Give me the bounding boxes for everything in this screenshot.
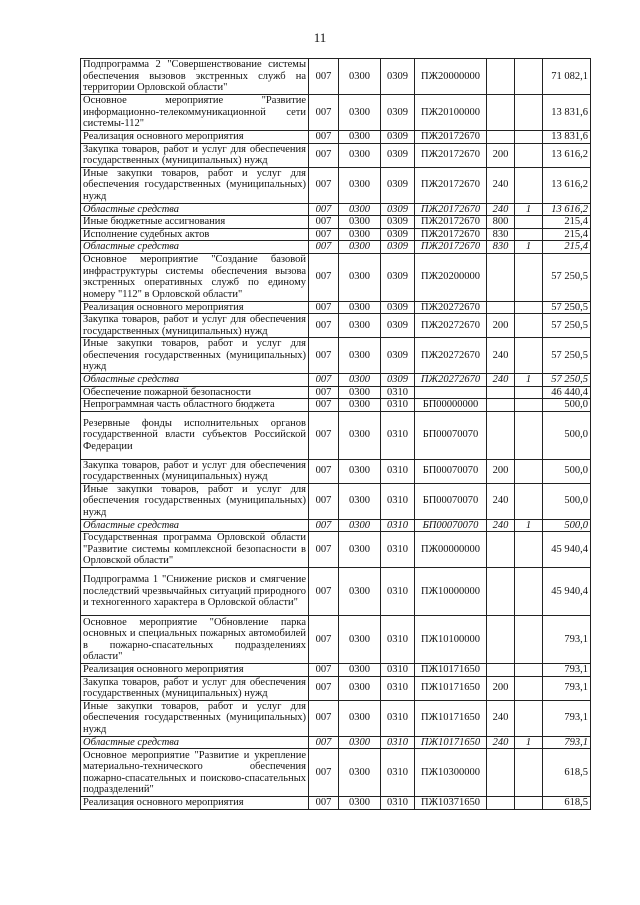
subsection-code: 0309 (381, 203, 415, 216)
expense-type-code (487, 749, 515, 797)
funding-source-code: 1 (515, 519, 543, 532)
section-code: 0300 (339, 228, 381, 241)
amount: 500,0 (543, 519, 591, 532)
table-row (81, 203, 591, 216)
amount: 500,0 (543, 483, 591, 519)
amount: 618,5 (543, 749, 591, 797)
target-article-code: ПЖ10100000 (415, 616, 487, 664)
section-code: 0300 (339, 386, 381, 399)
funding-source-code (515, 700, 543, 736)
expense-type-code (487, 532, 515, 568)
ministry-code: 007 (309, 203, 339, 216)
row-name: Реализация основного мероприятия (81, 797, 309, 810)
section-code: 0300 (339, 749, 381, 797)
amount: 71 082,1 (543, 59, 591, 95)
section-code: 0300 (339, 459, 381, 483)
section-code: 0300 (339, 314, 381, 338)
ministry-code: 007 (309, 241, 339, 254)
amount: 500,0 (543, 411, 591, 459)
subsection-code: 0309 (381, 253, 415, 301)
row-name: Основное мероприятие "Развитие информационно-телекоммуникационной сети системы-112" (81, 95, 309, 131)
subsection-code: 0309 (381, 228, 415, 241)
amount: 13 616,2 (543, 143, 591, 167)
table-row (81, 167, 591, 203)
target-article-code: ПЖ10171650 (415, 664, 487, 677)
subsection-code: 0310 (381, 664, 415, 677)
funding-source-code: 1 (515, 736, 543, 749)
row-name: Основное мероприятие "Обновление парка основных и специальных пожарных автомобилей в пожарно-спасательных подразделениях области" (81, 616, 309, 664)
row-name: Резервные фонды исполнительных органов государственной власти субъектов Российской Федерации (81, 411, 309, 459)
row-name: Иные бюджетные ассигнования (81, 216, 309, 229)
subsection-code: 0310 (381, 700, 415, 736)
amount: 215,4 (543, 228, 591, 241)
subsection-code: 0309 (381, 59, 415, 95)
target-article-code: ПЖ20172670 (415, 241, 487, 254)
subsection-code: 0310 (381, 459, 415, 483)
row-name: Иные закупки товаров, работ и услуг для обеспечения государственных (муниципальных) нужд (81, 338, 309, 374)
target-article-code: ПЖ20272670 (415, 301, 487, 314)
row-name: Реализация основного мероприятия (81, 131, 309, 144)
expense-type-code (487, 59, 515, 95)
subsection-code: 0309 (381, 301, 415, 314)
funding-source-code: 1 (515, 241, 543, 254)
expense-type-code (487, 131, 515, 144)
subsection-code: 0309 (381, 216, 415, 229)
expense-type-code: 240 (487, 700, 515, 736)
expense-type-code: 200 (487, 143, 515, 167)
ministry-code: 007 (309, 95, 339, 131)
amount: 45 940,4 (543, 568, 591, 616)
funding-source-code (515, 797, 543, 810)
table-row (81, 616, 591, 664)
subsection-code: 0310 (381, 399, 415, 412)
funding-source-code (515, 676, 543, 700)
target-article-code: ПЖ10371650 (415, 797, 487, 810)
ministry-code: 007 (309, 301, 339, 314)
row-name: Областные средства (81, 374, 309, 387)
row-name: Областные средства (81, 203, 309, 216)
ministry-code: 007 (309, 676, 339, 700)
funding-source-code (515, 749, 543, 797)
funding-source-code (515, 301, 543, 314)
row-name: Областные средства (81, 241, 309, 254)
target-article-code: ПЖ20272670 (415, 314, 487, 338)
funding-source-code (515, 59, 543, 95)
row-name: Подпрограмма 1 "Снижение рисков и смягчение последствий чрезвычайных ситуаций природного и техногенного характера в Орловской области" (81, 568, 309, 616)
section-code: 0300 (339, 143, 381, 167)
subsection-code: 0310 (381, 736, 415, 749)
section-code: 0300 (339, 483, 381, 519)
subsection-code: 0310 (381, 568, 415, 616)
table-row (81, 95, 591, 131)
amount: 13 616,2 (543, 167, 591, 203)
row-name: Закупка товаров, работ и услуг для обеспечения государственных (муниципальных) нужд (81, 676, 309, 700)
amount: 793,1 (543, 700, 591, 736)
row-name: Реализация основного мероприятия (81, 664, 309, 677)
subsection-code: 0310 (381, 616, 415, 664)
ministry-code: 007 (309, 253, 339, 301)
amount: 57 250,5 (543, 338, 591, 374)
table-row (81, 399, 591, 412)
row-name: Реализация основного мероприятия (81, 301, 309, 314)
ministry-code: 007 (309, 616, 339, 664)
ministry-code: 007 (309, 143, 339, 167)
section-code: 0300 (339, 676, 381, 700)
funding-source-code (515, 411, 543, 459)
table-row (81, 59, 591, 95)
row-name: Основное мероприятие "Развитие и укрепление материально-технического обеспечения пожарно-спасательных и поисково-спасательных подразделений" (81, 749, 309, 797)
ministry-code: 007 (309, 386, 339, 399)
subsection-code: 0309 (381, 338, 415, 374)
page-number: 11 (313, 30, 327, 45)
subsection-code: 0310 (381, 532, 415, 568)
row-name: Подпрограмма 2 "Совершенствование системы обеспечения вызовов экстренных служб на территории Орловской области" (81, 59, 309, 95)
ministry-code: 007 (309, 167, 339, 203)
table-row (81, 676, 591, 700)
table-row (81, 700, 591, 736)
funding-source-code (515, 664, 543, 677)
amount: 57 250,5 (543, 374, 591, 387)
ministry-code: 007 (309, 459, 339, 483)
amount: 793,1 (543, 736, 591, 749)
table-row (81, 483, 591, 519)
ministry-code: 007 (309, 532, 339, 568)
table-row (81, 216, 591, 229)
expense-type-code: 240 (487, 338, 515, 374)
section-code: 0300 (339, 216, 381, 229)
funding-source-code (515, 167, 543, 203)
subsection-code: 0309 (381, 241, 415, 254)
amount: 13 616,2 (543, 203, 591, 216)
ministry-code: 007 (309, 59, 339, 95)
expense-type-code: 200 (487, 314, 515, 338)
section-code: 0300 (339, 374, 381, 387)
funding-source-code (515, 532, 543, 568)
table-row (81, 459, 591, 483)
funding-source-code (515, 131, 543, 144)
section-code: 0300 (339, 241, 381, 254)
amount: 57 250,5 (543, 301, 591, 314)
funding-source-code: 1 (515, 374, 543, 387)
expense-type-code: 240 (487, 736, 515, 749)
section-code: 0300 (339, 411, 381, 459)
ministry-code: 007 (309, 797, 339, 810)
amount: 13 831,6 (543, 95, 591, 131)
amount: 500,0 (543, 459, 591, 483)
funding-source-code (515, 459, 543, 483)
subsection-code: 0309 (381, 131, 415, 144)
amount: 793,1 (543, 676, 591, 700)
section-code: 0300 (339, 532, 381, 568)
expense-type-code: 240 (487, 374, 515, 387)
row-name: Иные закупки товаров, работ и услуг для обеспечения государственных (муниципальных) нужд (81, 483, 309, 519)
target-article-code: ПЖ10000000 (415, 568, 487, 616)
ministry-code: 007 (309, 314, 339, 338)
ministry-code: 007 (309, 736, 339, 749)
subsection-code: 0310 (381, 797, 415, 810)
row-name: Непрограммная часть областного бюджета (81, 399, 309, 412)
table-row (81, 386, 591, 399)
funding-source-code (515, 228, 543, 241)
table-row (81, 664, 591, 677)
subsection-code: 0310 (381, 483, 415, 519)
target-article-code (415, 386, 487, 399)
ministry-code: 007 (309, 399, 339, 412)
target-article-code: БП00070070 (415, 519, 487, 532)
funding-source-code (515, 216, 543, 229)
section-code: 0300 (339, 700, 381, 736)
row-name: Государственная программа Орловской области "Развитие системы комплексной безопасности в Орловской области" (81, 532, 309, 568)
ministry-code: 007 (309, 749, 339, 797)
target-article-code: ПЖ20100000 (415, 95, 487, 131)
expense-type-code: 800 (487, 216, 515, 229)
amount: 793,1 (543, 664, 591, 677)
section-code: 0300 (339, 203, 381, 216)
funding-source-code (515, 253, 543, 301)
subsection-code: 0310 (381, 519, 415, 532)
subsection-code: 0310 (381, 386, 415, 399)
subsection-code: 0309 (381, 374, 415, 387)
expense-type-code (487, 664, 515, 677)
target-article-code: ПЖ20272670 (415, 338, 487, 374)
section-code: 0300 (339, 399, 381, 412)
row-name: Иные закупки товаров, работ и услуг для обеспечения государственных (муниципальных) нужд (81, 700, 309, 736)
amount: 46 440,4 (543, 386, 591, 399)
row-name: Закупка товаров, работ и услуг для обеспечения государственных (муниципальных) нужд (81, 459, 309, 483)
target-article-code: ПЖ20172670 (415, 203, 487, 216)
funding-source-code (515, 399, 543, 412)
target-article-code: ПЖ00000000 (415, 532, 487, 568)
table-row (81, 519, 591, 532)
funding-source-code (515, 568, 543, 616)
table-row (81, 253, 591, 301)
subsection-code: 0309 (381, 314, 415, 338)
expense-type-code: 200 (487, 676, 515, 700)
subsection-code: 0310 (381, 749, 415, 797)
ministry-code: 007 (309, 131, 339, 144)
target-article-code: ПЖ20200000 (415, 253, 487, 301)
expense-type-code (487, 95, 515, 131)
section-code: 0300 (339, 301, 381, 314)
table-row (81, 314, 591, 338)
budget-table (80, 58, 591, 810)
target-article-code: ПЖ20272670 (415, 374, 487, 387)
table-row (81, 797, 591, 810)
subsection-code: 0310 (381, 411, 415, 459)
table-row (81, 411, 591, 459)
ministry-code: 007 (309, 411, 339, 459)
section-code: 0300 (339, 616, 381, 664)
subsection-code: 0309 (381, 95, 415, 131)
row-name: Иные закупки товаров, работ и услуг для обеспечения государственных (муниципальных) нужд (81, 167, 309, 203)
table-row (81, 228, 591, 241)
row-name: Исполнение судебных актов (81, 228, 309, 241)
funding-source-code (515, 338, 543, 374)
section-code: 0300 (339, 59, 381, 95)
table-row (81, 241, 591, 254)
amount: 215,4 (543, 216, 591, 229)
expense-type-code: 240 (487, 167, 515, 203)
ministry-code: 007 (309, 216, 339, 229)
expense-type-code: 240 (487, 203, 515, 216)
expense-type-code: 240 (487, 483, 515, 519)
target-article-code: ПЖ20172670 (415, 167, 487, 203)
table-row (81, 301, 591, 314)
funding-source-code (515, 314, 543, 338)
target-article-code: ПЖ20000000 (415, 59, 487, 95)
expense-type-code: 200 (487, 459, 515, 483)
ministry-code: 007 (309, 338, 339, 374)
ministry-code: 007 (309, 519, 339, 532)
funding-source-code (515, 143, 543, 167)
target-article-code: ПЖ20172670 (415, 143, 487, 167)
subsection-code: 0310 (381, 676, 415, 700)
section-code: 0300 (339, 131, 381, 144)
row-name: Областные средства (81, 736, 309, 749)
table-row (81, 736, 591, 749)
expense-type-code (487, 253, 515, 301)
target-article-code: БП00000000 (415, 399, 487, 412)
section-code: 0300 (339, 797, 381, 810)
section-code: 0300 (339, 253, 381, 301)
ministry-code: 007 (309, 568, 339, 616)
funding-source-code (515, 616, 543, 664)
target-article-code: БП00070070 (415, 411, 487, 459)
subsection-code: 0309 (381, 167, 415, 203)
row-name: Основное мероприятие "Создание базовой инфраструктуры системы обеспечения вызова экстренных оперативных служб по единому номеру "112" в Орловской области" (81, 253, 309, 301)
funding-source-code (515, 95, 543, 131)
amount: 13 831,6 (543, 131, 591, 144)
target-article-code: ПЖ10171650 (415, 700, 487, 736)
ministry-code: 007 (309, 483, 339, 519)
expense-type-code (487, 301, 515, 314)
ministry-code: 007 (309, 664, 339, 677)
expense-type-code: 240 (487, 519, 515, 532)
target-article-code: БП00070070 (415, 483, 487, 519)
ministry-code: 007 (309, 374, 339, 387)
expense-type-code (487, 411, 515, 459)
row-name: Областные средства (81, 519, 309, 532)
section-code: 0300 (339, 167, 381, 203)
section-code: 0300 (339, 519, 381, 532)
target-article-code: ПЖ10171650 (415, 736, 487, 749)
expense-type-code (487, 568, 515, 616)
target-article-code: ПЖ20172670 (415, 216, 487, 229)
amount: 215,4 (543, 241, 591, 254)
row-name: Закупка товаров, работ и услуг для обеспечения государственных (муниципальных) нужд (81, 143, 309, 167)
target-article-code: ПЖ10300000 (415, 749, 487, 797)
target-article-code: ПЖ20172670 (415, 131, 487, 144)
row-name: Закупка товаров, работ и услуг для обеспечения государственных (муниципальных) нужд (81, 314, 309, 338)
table-row (81, 532, 591, 568)
expense-type-code (487, 797, 515, 810)
amount: 57 250,5 (543, 253, 591, 301)
target-article-code: ПЖ10171650 (415, 676, 487, 700)
amount: 45 940,4 (543, 532, 591, 568)
table-row (81, 143, 591, 167)
table-row (81, 374, 591, 387)
table-row (81, 338, 591, 374)
expense-type-code (487, 399, 515, 412)
table-row (81, 749, 591, 797)
section-code: 0300 (339, 568, 381, 616)
amount: 793,1 (543, 616, 591, 664)
funding-source-code: 1 (515, 203, 543, 216)
amount: 618,5 (543, 797, 591, 810)
subsection-code: 0309 (381, 143, 415, 167)
amount: 57 250,5 (543, 314, 591, 338)
expense-type-code: 830 (487, 241, 515, 254)
table-row (81, 568, 591, 616)
section-code: 0300 (339, 664, 381, 677)
expense-type-code (487, 616, 515, 664)
table-row (81, 131, 591, 144)
expense-type-code: 830 (487, 228, 515, 241)
funding-source-code (515, 483, 543, 519)
target-article-code: ПЖ20172670 (415, 228, 487, 241)
ministry-code: 007 (309, 228, 339, 241)
section-code: 0300 (339, 736, 381, 749)
target-article-code: БП00070070 (415, 459, 487, 483)
ministry-code: 007 (309, 700, 339, 736)
row-name: Обеспечение пожарной безопасности (81, 386, 309, 399)
funding-source-code (515, 386, 543, 399)
expense-type-code (487, 386, 515, 399)
amount: 500,0 (543, 399, 591, 412)
section-code: 0300 (339, 338, 381, 374)
section-code: 0300 (339, 95, 381, 131)
